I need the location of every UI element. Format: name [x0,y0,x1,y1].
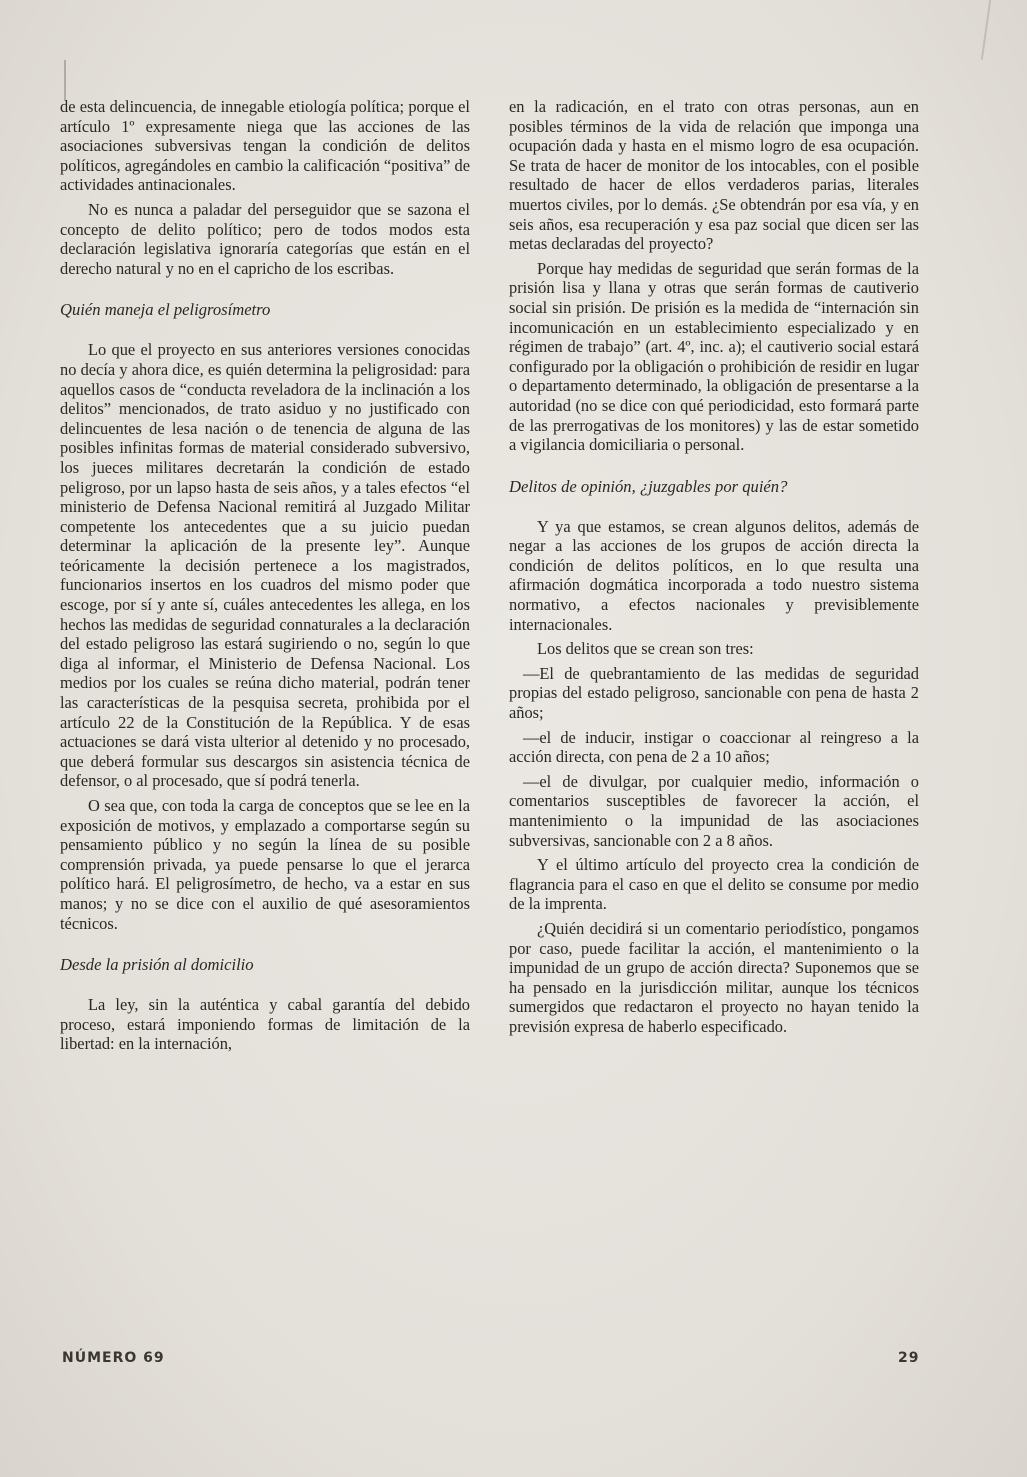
left-column [60,97,470,1059]
paragraph: La ley, sin la auténtica y cabal garantía del debido proceso, estará imponiendo formas de limitación de la libertad: en la internación, [60,995,470,1054]
paragraph: O sea que, con toda la carga de conceptos que se lee en la exposición de motivos, y emplazado a comportarse según su pensamiento público y no según la línea de su posible comprensión privada, ya puede pensarse lo que el jerarca político hará. El peligrosímetro, de hecho, va a estar en sus manos; y no se dice con el auxilio de qué asesoramientos técnicos. [60,796,470,933]
paragraph: Y el último artículo del proyecto crea la condición de flagrancia para el caso en que el delito se consume por medio de la imprenta. [509,855,919,914]
section-heading: Delitos de opinión, ¿juzgables por quién? [509,476,788,496]
margin-crease-mark [981,0,991,60]
right-column [509,97,919,1042]
section-heading: Desde la prisión al domicilio [60,955,254,975]
list-item: —El de quebrantamiento de las medidas de seguridad propias del estado peligroso, sancionable con pena de hasta 2 años; [509,663,919,723]
paragraph: de esta delincuencia, de innegable etiología política; porque el artículo 1º expresamente niega que las acciones de las asociaciones subversivas tengan la condición de delitos políticos, agregándoles en cambio la calificación “positiva” de actividades antinacionales. [60,97,470,195]
page-number: 29 [898,1350,920,1366]
paragraph: Y ya que estamos, se crean algunos delitos, además de negar a las acciones de los grupos de acción directa la condición de delitos políticos, en lo que resulta una afirmación dogmática incorporada a todo nuestro sistema normativo, a efectos nacionales y previsiblemente internacionales. [509,516,919,634]
paragraph: Porque hay medidas de seguridad que serán formas de la prisión lisa y llana y otras que serán formas de cautiverio social sin prisión. De prisión es la medida de “internación sin incomunicación en un establecimiento especializado y en régimen de trabajo” (art. 4º, inc. a); el cautiverio social estará configurado por la obligación o prohibición de residir en lugar o departamento determinado, la obligación de presentarse a la autoridad (no se dice con qué periodicidad, esto formará parte de las prerrogativas de los monitores) y las de estar sometido a vigilancia domiciliaria o personal. [509,258,919,455]
section-heading: Quién maneja el peligrosímetro [60,300,271,320]
paragraph: ¿Quién decidirá si un comentario periodístico, pongamos por caso, puede facilitar la acción, el mantenimiento o la impunidad de un grupo de acción directa? Suponemos que se ha pensado en la jurisdicción militar, aunque los técnicos sumergidos que redactaron el proyecto no hayan tenido la previsión expresa de haberlo especificado. [509,918,919,1036]
margin-crease-mark [64,60,66,100]
paragraph: Los delitos que se crean son tres: [537,639,754,659]
paragraph: Lo que el proyecto en sus anteriores versiones conocidas no decía y ahora dice, es quién determina la peligrosidad: para aquellos casos de “conducta reveladora de la inclinación a los delitos” mencionados, de trato asiduo y no justificado con delincuentes de lesa nación o de tenencia de alguna de las posibles infinitas formas de material considerado subversivo, los jueces militares decretarán la condición de estado peligroso, por un lapso hasta de seis años, y a tales efectos “el ministerio de Defensa Nacional remitirá al Juzgado Militar competente los antecedentes que a su juicio puedan determinar la aplicación de la presente ley”. Aunque teóricamente la decisión pertenece a los magistrados, funcionarios insertos en los cuadros del mismo poder que escoge, por sí y ante sí, cuáles antecedentes les allega, en los hechos las medidas de seguridad connaturales a la declaración del estado peligroso las estará sugiriendo o no, según lo que diga al informar, el Ministerio de Defensa Nacional. Los medios por los cuales se reúna dicho material, podrán tener las características de la pesquisa secreta, prohibida por el artículo 22 de la Constitución de la República. Y de esas actuaciones se dará vista ulterior al detenido y no procesado, que deberá formular sus descargos sin asistencia técnica de defensor, o al procesado, que sí podrá tenerla. [60,340,470,791]
list-item: —el de inducir, instigar o coaccionar al reingreso a la acción directa, con pena de 2 a 10 años; [509,727,919,767]
issue-number: NÚMERO 69 [62,1350,165,1366]
list-item: —el de divulgar, por cualquier medio, información o comentarios susceptibles de favorecer la acción, el mantenimiento o la impunidad de las asociaciones subversivas, sancionable con 2 a 8 años. [509,771,919,850]
paragraph: en la radicación, en el trato con otras personas, aun en posibles términos de la vida de relación que imponga una ocupación dada y hasta en el mismo logro de esa ocupación. Se trata de hacer de monitor de los intocables, con el posible resultado de hacer de ellos verdaderos parias, literales muertos civiles, por lo demás. ¿Se obtendrán por esa vía, y en seis años, esa recuperación y esa paz social que dicen ser las metas declaradas del proyecto? [509,97,919,254]
paragraph: No es nunca a paladar del perseguidor que se sazona el concepto de delito político; pero de todos modos esta declaración legislativa ignoraría categorías que están en el derecho natural y no en el capricho de los escribas. [60,199,470,278]
